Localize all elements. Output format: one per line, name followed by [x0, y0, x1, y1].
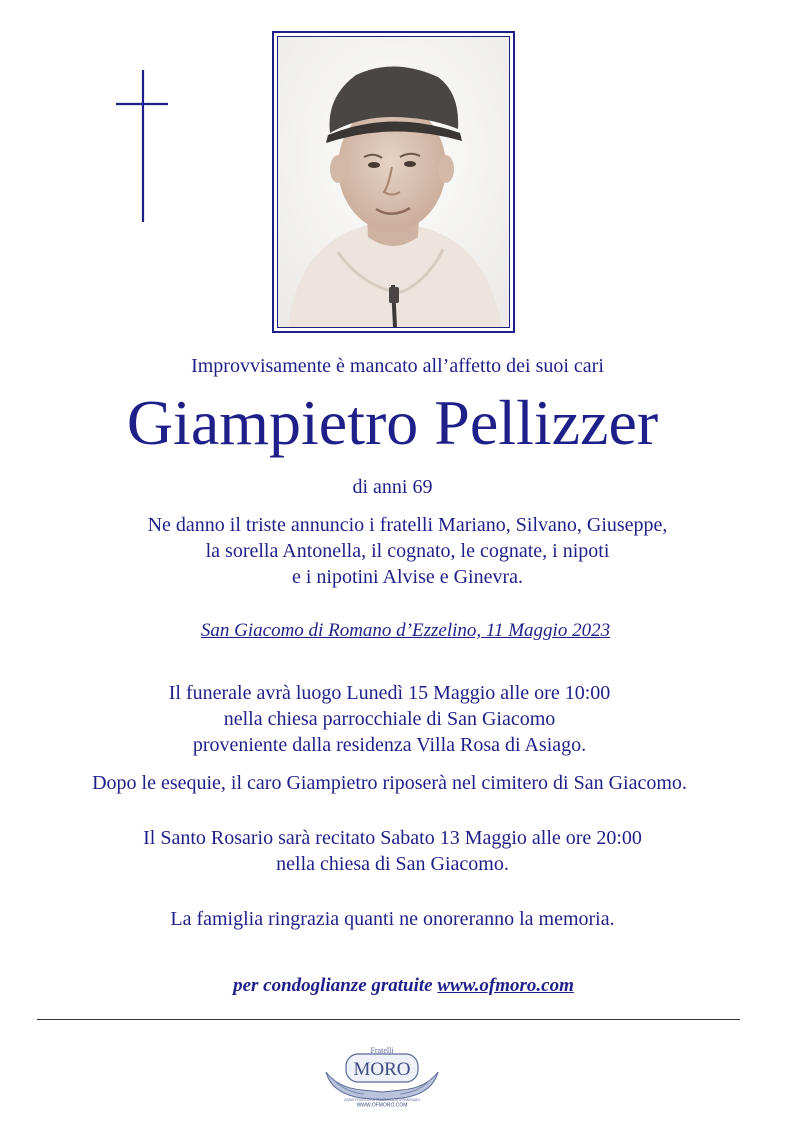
age-text: di anni 69	[352, 476, 433, 498]
announcement-line: e i nipotini Alvise e Ginevra.	[291, 566, 524, 588]
condolences-line	[6, 975, 795, 997]
logo-top-text: Fratelli	[370, 1046, 394, 1055]
funeral-block	[0, 680, 787, 758]
burial-text: Dopo le esequie, il caro Giampietro riposerà nel cimitero di San Giacomo.	[92, 772, 687, 794]
announcement-line: Ne danno il triste annuncio i fratelli Mariano, Silvano, Giuseppe,	[147, 514, 668, 536]
rosary-line: Il Santo Rosario sarà recitato Sabato 13 Maggio alle ore 20:00	[143, 827, 642, 849]
logo-tagline: ASSISTENZA DIRETTA SENZA INTERMEDIARI	[344, 1098, 420, 1102]
funeral-line: nella chiesa parrocchiale di San Giacomo	[223, 708, 556, 730]
announcement-line: la sorella Antonella, il cognato, le cognate, i nipoti	[205, 540, 610, 562]
portrait-frame	[272, 31, 515, 333]
logo-brand: MORO	[353, 1059, 411, 1080]
rosary-block	[0, 825, 790, 877]
funeral-line: Il funerale avrà luogo Lunedì 15 Maggio alle ore 10:00	[168, 682, 611, 704]
portrait-photo	[277, 36, 510, 328]
intro-text: Improvvisamente è mancato all’affetto dei suoi cari	[191, 355, 604, 377]
divider	[37, 1019, 740, 1020]
funeral-line: proveniente dalla residenza Villa Rosa di Asiago.	[192, 734, 587, 756]
cross-icon	[116, 70, 168, 222]
fratelli-moro-logo	[322, 1042, 442, 1108]
place-date	[8, 620, 795, 642]
place-date-text: San Giacomo di Romano d’Ezzelino, 11 Maggio 2023	[200, 620, 611, 641]
deceased-name: Giampietro Pellizzer	[126, 387, 659, 458]
thanks-text: La famiglia ringrazia quanti ne onoreranno la memoria.	[170, 908, 615, 930]
condolences-link[interactable]: www.ofmoro.com	[437, 975, 574, 996]
announcement-block	[10, 512, 795, 590]
rosary-line: nella chiesa di San Giacomo.	[276, 853, 509, 875]
condolences-label: per condoglianze gratuite	[233, 975, 433, 996]
logo-website: WWW.OFMORO.COM	[356, 1102, 408, 1108]
